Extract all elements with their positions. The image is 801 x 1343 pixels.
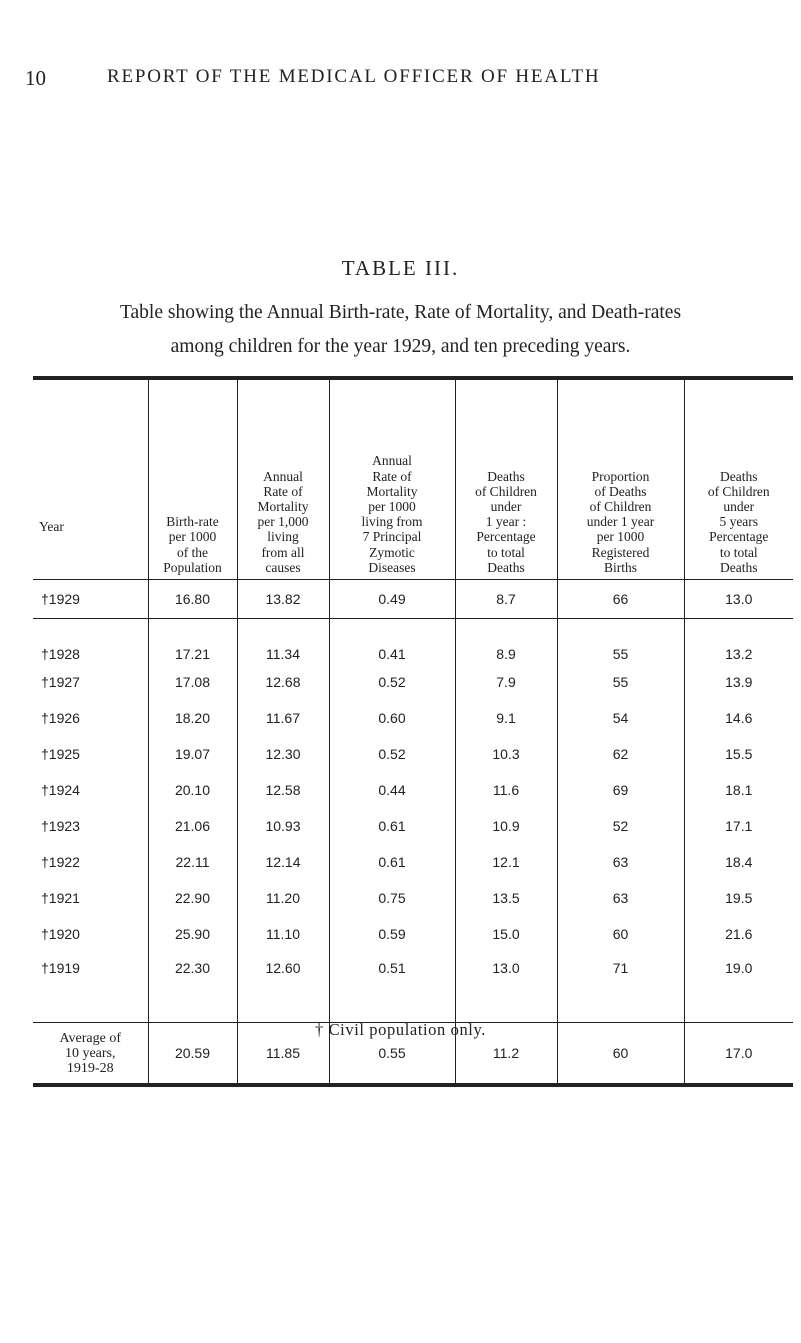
table-row [33,619,793,665]
cell-birth-rate: 22.90 [148,880,237,916]
table-caption [20,296,781,364]
cell-mortality: 11.10 [237,916,329,952]
cell-under-5-percent: 17.0 [684,1023,793,1086]
cell-proportion: 54 [557,700,684,736]
cell-under-1-percent: 11.6 [455,772,557,808]
table-row [33,736,793,772]
table-row [33,808,793,844]
cell-under-1-percent: 10.3 [455,736,557,772]
header-deaths-under-5-percent: Deaths of Children under 5 years Percentage to total Deaths [684,378,793,580]
cell-proportion: 62 [557,736,684,772]
cell-under-1-percent: 8.9 [455,619,557,665]
cell-under-1-percent: 9.1 [455,700,557,736]
cell-proportion: 63 [557,880,684,916]
cell-under-1-percent: 13.5 [455,880,557,916]
cell-proportion: 63 [557,844,684,880]
table-title: TABLE III. [341,256,460,280]
cell-zymotic: 0.44 [329,772,455,808]
cell-under-1-percent: 7.9 [455,664,557,700]
cell-year: †1926 [41,710,80,726]
cell-year: †1919 [41,960,80,976]
cell-mortality: 11.85 [237,1023,329,1086]
cell-birth-rate: 17.08 [148,664,237,700]
table-row [33,880,793,916]
cell-proportion: 55 [557,619,684,665]
table-row [33,772,793,808]
cell-mortality: 10.93 [237,808,329,844]
cell-under-5-percent: 21.6 [684,916,793,952]
cell-year: †1928 [41,646,80,662]
cell-zymotic: 0.60 [329,700,455,736]
table-row [33,700,793,736]
cell-zymotic: 0.61 [329,808,455,844]
cell-under-1-percent: 12.1 [455,844,557,880]
header-mortality-zymotic: Annual Rate of Mortality per 1000 living from 7 Principal Zymotic Diseases [329,378,455,580]
header-mortality-all-causes: Annual Rate of Mortality per 1,000 living from all causes [237,378,329,580]
cell-under-1-percent: 11.2 [455,1023,557,1086]
cell-birth-rate: 19.07 [148,736,237,772]
cell-year: †1925 [41,746,80,762]
cell-birth-rate: 20.10 [148,772,237,808]
cell-mortality: 12.60 [237,952,329,1023]
cell-under-5-percent: 13.2 [684,619,793,665]
cell-zymotic: 0.52 [329,664,455,700]
footnote: † Civil population only. [315,1020,486,1039]
cell-proportion: 55 [557,664,684,700]
cell-zymotic: 0.61 [329,844,455,880]
cell-under-5-percent: 13.9 [684,664,793,700]
header-proportion-deaths-under-1: Proportion of Deaths of Children under 1 year per 1000 Registered Births [557,378,684,580]
cell-under-1-percent: 8.7 [455,580,557,619]
cell-birth-rate: 18.20 [148,700,237,736]
cell-birth-rate: 25.90 [148,916,237,952]
table-row [33,916,793,952]
page-number: 10 [25,66,46,90]
cell-year: †1920 [41,926,80,942]
cell-mortality: 12.58 [237,772,329,808]
cell-mortality: 12.14 [237,844,329,880]
cell-year: †1922 [41,854,80,870]
cell-under-5-percent: 19.5 [684,880,793,916]
table-row [33,664,793,700]
cell-average-label: Average of 10 years, 1919-28 [33,1023,148,1086]
cell-mortality: 11.20 [237,880,329,916]
cell-mortality: 11.34 [237,619,329,665]
cell-under-1-percent: 13.0 [455,952,557,1023]
cell-under-5-percent: 13.0 [684,580,793,619]
cell-mortality: 12.30 [237,736,329,772]
cell-zymotic: 0.51 [329,952,455,1023]
cell-under-1-percent: 10.9 [455,808,557,844]
table-row [33,844,793,880]
cell-proportion: 52 [557,808,684,844]
cell-zymotic: 0.55 [329,1023,455,1086]
cell-under-5-percent: 18.1 [684,772,793,808]
cell-year: †1921 [41,890,80,906]
caption-line-1: Table showing the Annual Birth-rate, Rate of Mortality, and Death-rates [119,302,682,323]
cell-year: †1927 [41,674,80,690]
cell-zymotic: 0.49 [329,580,455,619]
cell-under-5-percent: 14.6 [684,700,793,736]
header-year: Year [33,378,148,580]
table-row [33,580,793,619]
cell-zymotic: 0.75 [329,880,455,916]
statistics-table [33,376,793,1087]
cell-birth-rate: 22.30 [148,952,237,1023]
cell-mortality: 11.67 [237,700,329,736]
cell-year: †1923 [41,818,80,834]
cell-year: †1924 [41,782,80,798]
cell-zymotic: 0.59 [329,916,455,952]
cell-birth-rate: 22.11 [148,844,237,880]
cell-year: †1929 [33,580,148,619]
header-row [33,378,793,580]
running-head-title: REPORT OF THE MEDICAL OFFICER OF HEALTH [107,66,601,87]
statistics-table-container [33,376,793,1087]
cell-birth-rate: 20.59 [148,1023,237,1086]
cell-birth-rate: 17.21 [148,619,237,665]
table-row [33,952,793,1023]
cell-mortality: 12.68 [237,664,329,700]
cell-zymotic: 0.41 [329,619,455,665]
cell-birth-rate: 21.06 [148,808,237,844]
caption-line-2: among children for the year 1929, and ten preceding years. [170,336,631,357]
cell-proportion: 71 [557,952,684,1023]
cell-mortality: 13.82 [237,580,329,619]
cell-proportion: 69 [557,772,684,808]
cell-under-5-percent: 15.5 [684,736,793,772]
cell-zymotic: 0.52 [329,736,455,772]
cell-proportion: 60 [557,916,684,952]
cell-under-1-percent: 15.0 [455,916,557,952]
cell-birth-rate: 16.80 [148,580,237,619]
header-birth-rate: Birth-rate per 1000 of the Population [148,378,237,580]
cell-under-5-percent: 17.1 [684,808,793,844]
header-deaths-under-1-percent: Deaths of Children under 1 year : Percentage to total Deaths [455,378,557,580]
cell-proportion: 60 [557,1023,684,1086]
cell-under-5-percent: 18.4 [684,844,793,880]
cell-under-5-percent: 19.0 [684,952,793,1023]
cell-proportion: 66 [557,580,684,619]
